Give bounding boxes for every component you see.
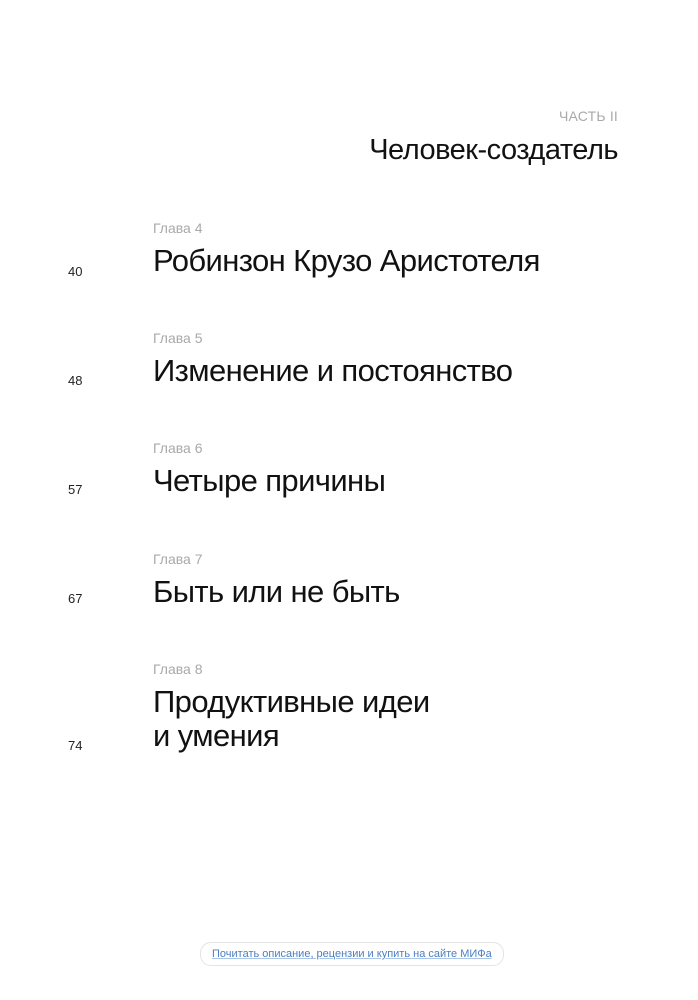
chapter-title: Быть или не быть (153, 574, 400, 609)
page-number: 74 (68, 738, 83, 753)
page-number: 57 (68, 482, 83, 497)
chapter-label: Глава 8 (153, 661, 203, 677)
chapter-label: Глава 4 (153, 220, 203, 236)
chapter-title: Четыре причины (153, 463, 386, 498)
chapter-label: Глава 6 (153, 440, 203, 456)
part-title: Человек-создатель (369, 134, 618, 166)
page-number: 40 (68, 264, 83, 279)
chapter-title: Продуктивные идеи и умения (153, 684, 430, 753)
chapter-title: Робинзон Крузо Аристотеля (153, 243, 540, 278)
buy-on-site-link[interactable]: Почитать описание, рецензии и купить на сайте МИФа (200, 942, 504, 966)
part-label: ЧАСТЬ II (558, 108, 618, 124)
chapter-title: Изменение и постоянство (153, 353, 513, 388)
chapter-label: Глава 7 (153, 551, 203, 567)
page-number: 67 (68, 591, 83, 606)
chapter-label: Глава 5 (153, 330, 203, 346)
page-number: 48 (68, 373, 83, 388)
